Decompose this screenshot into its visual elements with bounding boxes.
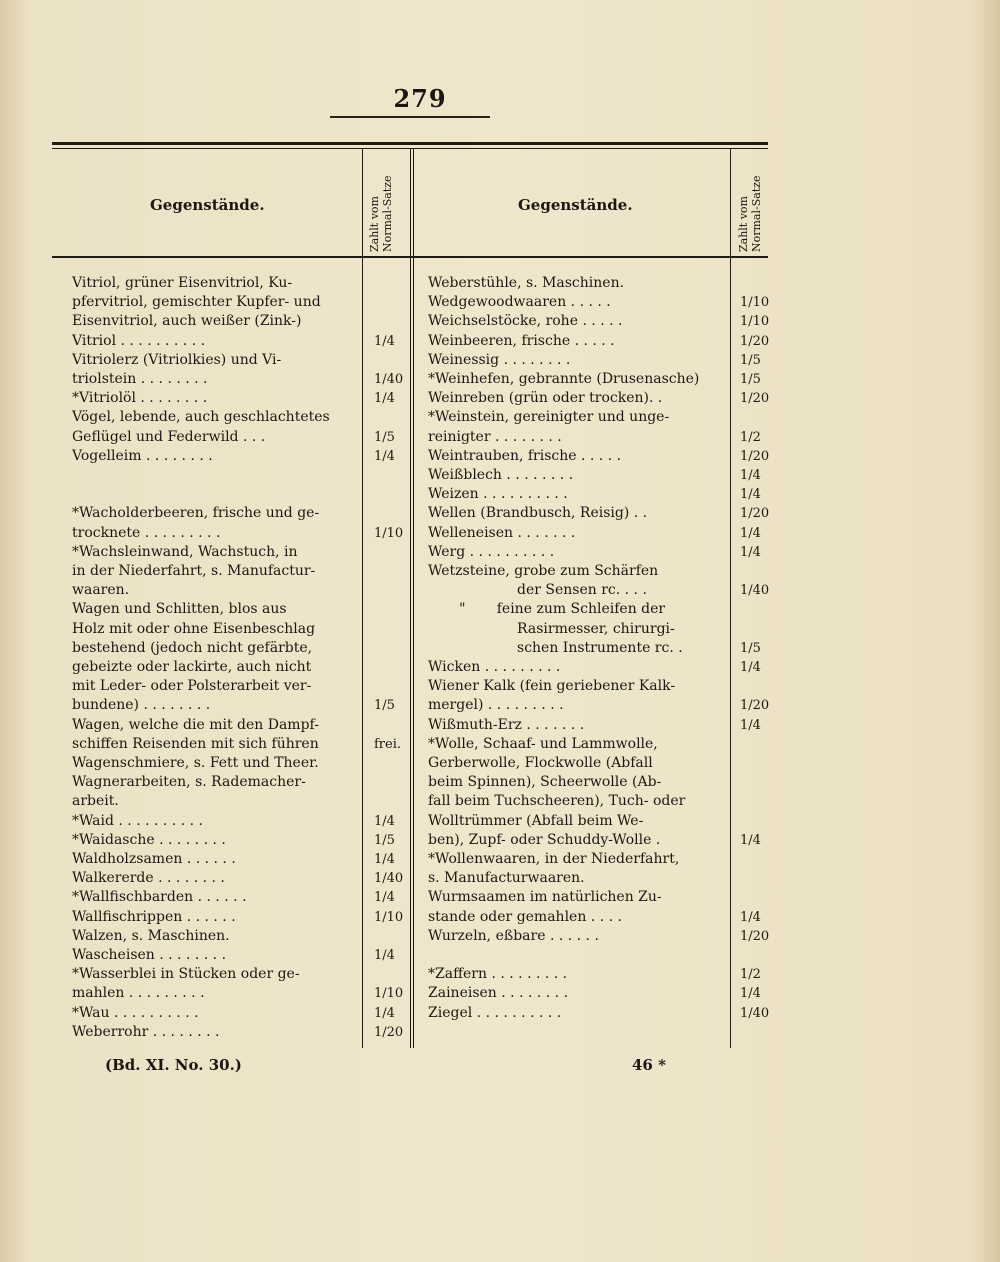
right-entry-text: Wißmuth-Erz . . . . . . . — [428, 716, 585, 733]
right-entry-rate: 1/4 — [740, 832, 761, 848]
right-entry-text: Weinessig . . . . . . . . — [428, 351, 571, 368]
right-entry-text: Weinbeeren, frische . . . . . — [428, 332, 615, 349]
right-entry-text: " feine zum Schleifen der — [428, 601, 666, 618]
left-entry-rate: 1/20 — [374, 1024, 404, 1040]
right-entry-rate: 1/20 — [740, 698, 770, 714]
left-entry-text: Vögel, lebende, auch geschlachtetes — [72, 409, 330, 426]
left-entry-rate: 1/4 — [374, 948, 395, 963]
right-entry-text: Wiener Kalk (fein geriebener Kalk- — [428, 678, 676, 695]
right-entry-rate: 1/4 — [740, 525, 761, 541]
left-entry-text: gebeizte oder lackirte, auch nicht — [72, 659, 312, 675]
left-entry-text: Vitriol, grüner Eisenvitriol, Ku- — [72, 275, 293, 291]
right-entry-text: *Weinstein, gereinigter und unge- — [428, 409, 670, 426]
right-entry-rate: 1/5 — [740, 640, 761, 656]
right-entry-rate: 1/5 — [740, 372, 761, 387]
left-entry-text: *Wacholderbeeren, frische und ge- — [72, 505, 320, 522]
right-entry-text: Wurzeln, eßbare . . . . . . — [428, 927, 599, 944]
left-entry-rate: 1/4 — [374, 852, 395, 867]
left-entry-text: *Wallfischbarden . . . . . . — [72, 889, 247, 906]
right-entry-text: *Wolle, Schaaf- und Lammwolle, — [428, 735, 658, 752]
left-entry-rate: 1/4 — [374, 333, 395, 349]
left-entry-text: Eisenvitriol, auch weißer (Zink-) — [72, 313, 302, 330]
right-entry-text: der Sensen rc. . . . — [428, 582, 647, 599]
right-entry-text: s. Manufacturwaaren. — [428, 870, 585, 887]
right-entry-rate: 1/10 — [740, 314, 770, 330]
right-entry-text: Wicken . . . . . . . . . — [428, 659, 561, 675]
left-entry-text: Wagenschmiere, s. Fett und Theer. — [72, 755, 319, 771]
right-rate-divider — [730, 148, 731, 1048]
left-entry-text: schiffen Reisenden mit sich führen — [72, 735, 319, 752]
right-entry-rate: 1/4 — [740, 986, 761, 1002]
right-entry-text: Zaineisen . . . . . . . . — [428, 985, 569, 1002]
left-entry-text: Vogelleim . . . . . . . . — [72, 447, 213, 464]
left-entry-text: Walkererde . . . . . . . . — [72, 870, 225, 887]
right-entry-rate: 1/4 — [740, 468, 761, 483]
right-column-header: Gegenstände. — [518, 196, 633, 214]
right-entry-text: reinigter . . . . . . . . — [428, 428, 562, 445]
left-entry-text: triolstein . . . . . . . . — [72, 371, 208, 387]
right-entry-text: Ziegel . . . . . . . . . . — [428, 1004, 562, 1021]
left-entry-text: in der Niederfahrt, s. Manufactur- — [72, 563, 316, 579]
left-entry-rate: 1/10 — [374, 986, 404, 1002]
right-entry-rate: 1/20 — [740, 928, 770, 944]
right-entry-text: Werg . . . . . . . . . . — [428, 543, 555, 560]
right-entry-text: fall beim Tuchscheeren), Tuch- oder — [428, 793, 686, 810]
left-entry-rate: 1/5 — [374, 429, 395, 445]
right-entry-text: Weichselstöcke, rohe . . . . . — [428, 313, 623, 330]
right-entry-rate: 1/4 — [740, 660, 761, 675]
right-rate-header: Zahlt vom Normal-Satze — [737, 175, 763, 252]
left-entry-rate: 1/10 — [374, 525, 404, 541]
left-entry-text: Wagnerarbeiten, s. Rademacher- — [72, 774, 306, 791]
left-rate-divider — [362, 148, 363, 1048]
right-entry-text: *Wollenwaaren, in der Niederfahrt, — [428, 851, 680, 867]
left-entry-text: bestehend (jedoch nicht gefärbte, — [72, 639, 313, 656]
right-entry-rate: 1/4 — [740, 544, 761, 560]
right-entry-rate: 1/20 — [740, 333, 770, 349]
right-entry-text: Weizen . . . . . . . . . . — [428, 486, 568, 503]
left-entry-text: *Vitriolöl . . . . . . . . — [72, 390, 208, 407]
left-rate-header: Zahlt vom Normal-Satze — [368, 175, 394, 252]
right-entry-text: *Weinhefen, gebrannte (Drusenasche) — [428, 371, 700, 387]
left-entry-text: Vitriol . . . . . . . . . . — [72, 332, 206, 349]
left-entry-text: *Wachsleinwand, Wachstuch, in — [72, 543, 298, 560]
left-entry-text: *Waidasche . . . . . . . . — [72, 831, 226, 848]
right-entry-text: schen Instrumente rc. . — [428, 639, 683, 656]
right-entry-rate: 1/20 — [740, 391, 770, 407]
right-entry-rate: 1/40 — [740, 1005, 770, 1021]
left-entry-rate: 1/5 — [374, 698, 395, 714]
right-entry-text: Gerberwolle, Flockwolle (Abfall — [428, 755, 653, 771]
left-entry-rate: 1/4 — [374, 1005, 395, 1021]
right-entry-rate: 1/20 — [740, 506, 770, 522]
footer-volume: (Bd. XI. No. 30.) — [105, 1056, 242, 1074]
left-entry-rate: 1/4 — [374, 391, 395, 407]
right-entry-text: Wurmsaamen im natürlichen Zu- — [428, 889, 662, 906]
right-entry-text: *Zaffern . . . . . . . . . — [428, 966, 568, 983]
right-entry-text: Weißblech . . . . . . . . — [428, 467, 574, 483]
right-entry-rate: 1/5 — [740, 352, 761, 368]
left-entry-rate: 1/4 — [374, 890, 395, 906]
right-entry-text: Wellen (Brandbusch, Reisig) . . — [428, 505, 648, 522]
left-entry-text: Wagen und Schlitten, blos aus — [72, 601, 287, 618]
footer-signature: 46 * — [632, 1056, 666, 1074]
left-entry-text: mit Leder- oder Polsterarbeit ver- — [72, 678, 312, 695]
right-entry-text: Wetzsteine, grobe zum Schärfen — [428, 563, 659, 579]
page-number: 279 — [393, 84, 447, 113]
left-entry-rate: 1/40 — [374, 372, 404, 387]
left-entry-text: Wascheisen . . . . . . . . — [72, 947, 227, 963]
left-entry-text: Geflügel und Federwild . . . — [72, 428, 266, 445]
left-entry-text: Vitriolerz (Vitriolkies) und Vi- — [72, 351, 282, 368]
left-entry-text: Wagen, welche die mit den Dampf- — [72, 716, 319, 733]
left-entry-rate: 1/5 — [374, 832, 395, 848]
table-top-rule — [52, 142, 768, 145]
right-entry-text: Wolltrümmer (Abfall beim We- — [428, 812, 644, 829]
right-entry-text: ben), Zupf- oder Schuddy-Wolle . — [428, 831, 661, 848]
left-entry-text: waaren. — [72, 582, 130, 599]
center-divider-double — [413, 148, 414, 1048]
page-number-rule — [330, 116, 490, 118]
left-entry-text: *Wasserblei in Stücken oder ge- — [72, 966, 300, 983]
right-entry-text: mergel) . . . . . . . . . — [428, 697, 564, 714]
left-column-header: Gegenstände. — [150, 196, 265, 214]
left-entry-text: Weberrohr . . . . . . . . — [72, 1023, 220, 1040]
right-entry-text: Weinreben (grün oder trocken). . — [428, 390, 663, 407]
right-entry-text: Weberstühle, s. Maschinen. — [428, 275, 625, 291]
left-entry-rate: 1/40 — [374, 871, 404, 887]
right-entry-rate: 1/4 — [740, 717, 761, 733]
left-entry-text: Walzen, s. Maschinen. — [72, 927, 230, 944]
right-entry-text: stande oder gemahlen . . . . — [428, 908, 622, 925]
right-entry-rate: 1/40 — [740, 583, 770, 599]
left-entry-text: *Waid . . . . . . . . . . — [72, 812, 203, 829]
right-entry-text: Welleneisen . . . . . . . — [428, 524, 576, 541]
left-entry-rate: 1/4 — [374, 448, 395, 464]
right-entry-rate: 1/4 — [740, 909, 761, 925]
right-entry-text: Wedgewoodwaaren . . . . . — [428, 294, 611, 311]
left-entry-text: pfervitriol, gemischter Kupfer- und — [72, 294, 321, 311]
center-divider — [410, 148, 411, 1048]
left-entry-text: *Wau . . . . . . . . . . — [72, 1004, 199, 1021]
left-entry-rate: 1/4 — [374, 813, 395, 829]
right-entry-text: Weintrauben, frische . . . . . — [428, 447, 622, 464]
left-entry-text: arbeit. — [72, 793, 119, 810]
left-entry-rate: frei. — [374, 736, 402, 752]
right-entry-text: Rasirmesser, chirurgi- — [428, 620, 675, 637]
right-entry-text: beim Spinnen), Scheerwolle (Ab- — [428, 774, 662, 791]
left-entry-text: trocknete . . . . . . . . . — [72, 524, 221, 541]
right-entry-rate: 1/20 — [740, 448, 770, 464]
left-entry-text: Wallfischrippen . . . . . . — [72, 908, 236, 925]
left-entry-text: bundene) . . . . . . . . — [72, 697, 211, 714]
left-entry-text: Holz mit oder ohne Eisenbeschlag — [72, 620, 316, 637]
right-entry-rate: 1/2 — [740, 429, 761, 445]
left-entry-text: mahlen . . . . . . . . . — [72, 985, 205, 1002]
right-entry-rate: 1/4 — [740, 487, 761, 503]
left-entry-text: Waldholzsamen . . . . . . — [72, 851, 236, 867]
left-entry-rate: 1/10 — [374, 909, 404, 925]
right-entry-rate: 1/10 — [740, 295, 770, 311]
right-entry-rate: 1/2 — [740, 967, 761, 983]
